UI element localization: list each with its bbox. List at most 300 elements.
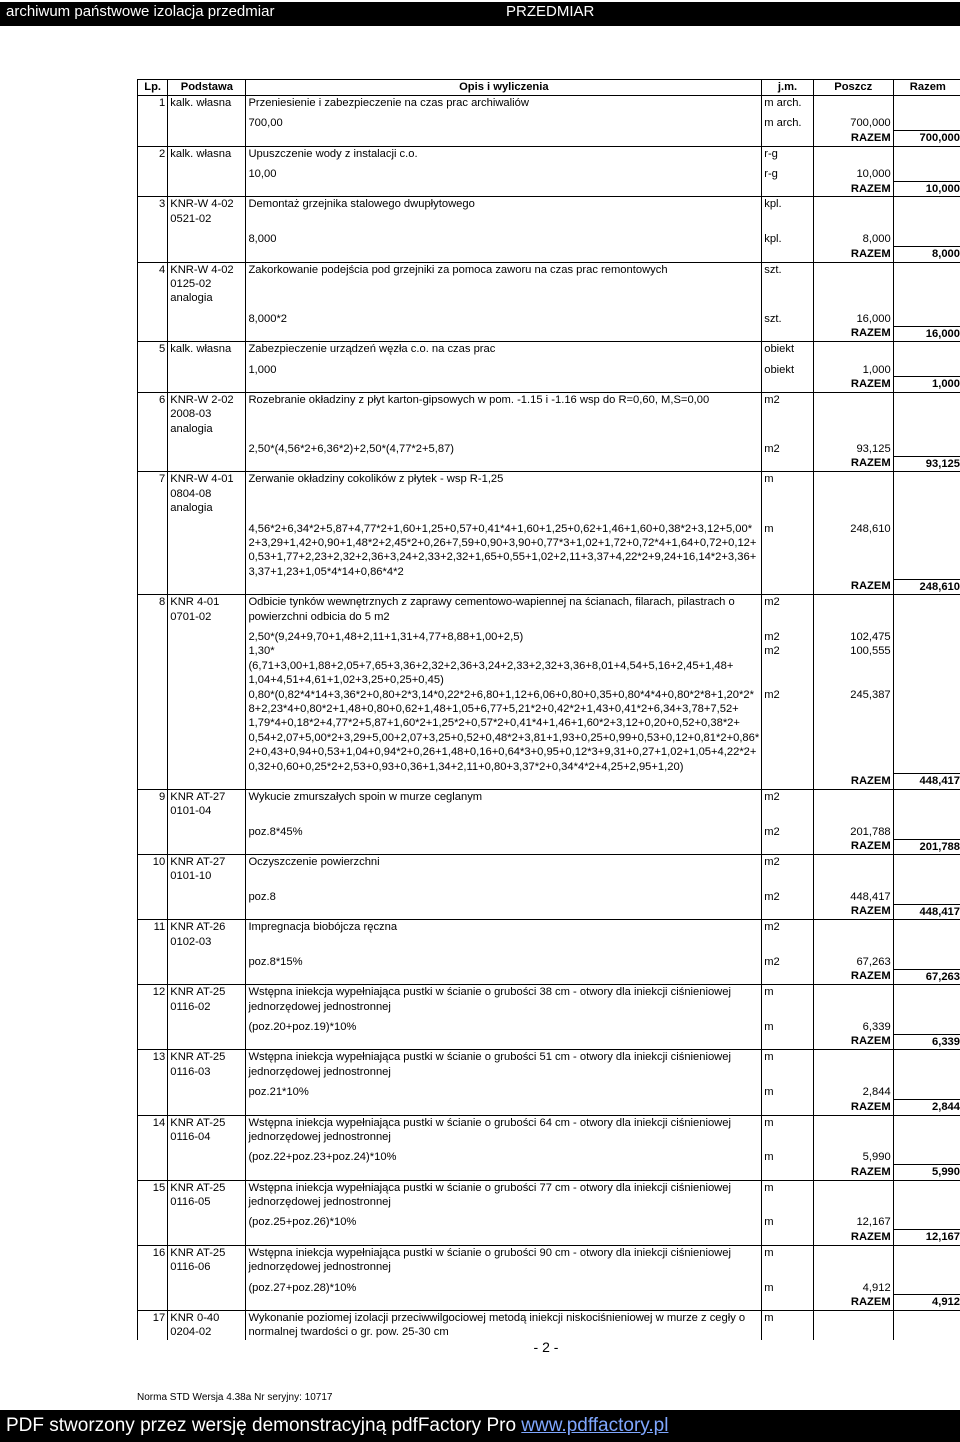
calc-row [138,436,960,456]
calc-value: 100,555 [813,644,893,687]
item-row [138,595,960,624]
item-row [138,1310,960,1339]
calc-razem-empty [893,819,960,839]
item-jm: kpl. [762,197,814,226]
razem-lp-empty [138,839,168,854]
item-podstawa: KNR AT-25 0116-06 [168,1245,246,1274]
razem-po-empty [168,839,246,854]
item-opis: Wykucie zmurszałych spoin w murze ceglanym [246,789,762,818]
razem-value: 93,125 [893,456,960,471]
calc-razem-empty [893,1014,960,1034]
razem-label: RAZEM [813,774,893,789]
item-poszcz-empty [813,1115,893,1144]
razem-value: 248,610 [893,579,960,594]
razem-jm-empty [762,1034,814,1049]
razem-jm-empty [762,904,814,919]
calc-row [138,644,960,687]
item-row [138,1245,960,1274]
item-poszcz-empty [813,96,893,111]
calc-jm: m [762,1144,814,1164]
razem-row [138,1034,960,1049]
calc-po-empty [168,516,246,580]
razem-op-empty [246,247,762,262]
calc-jm: m arch. [762,110,814,130]
razem-value: 67,263 [893,969,960,984]
calc-razem-empty [893,110,960,130]
razem-lp-empty [138,182,168,197]
razem-lp-empty [138,1165,168,1180]
col-razem: Razem [893,80,960,96]
razem-po-empty [168,774,246,789]
item-row [138,472,960,516]
razem-label: RAZEM [813,326,893,341]
calc-lp-empty [138,436,168,456]
calc-po-empty [168,1209,246,1229]
item-podstawa: KNR 4-01 0701-02 [168,595,246,624]
calc-formula: 2,50*(9,24+9,70+1,48+2,11+1,31+4,77+8,88+1,00+2,5) [246,624,762,644]
calc-row [138,819,960,839]
item-row [138,1115,960,1144]
calc-value: 6,339 [813,1014,893,1034]
item-lp: 16 [138,1245,168,1274]
calc-value: 102,475 [813,624,893,644]
item-razem-empty [893,342,960,357]
calc-lp-empty [138,624,168,644]
razem-row [138,182,960,197]
razem-op-empty [246,1100,762,1115]
item-jm: m2 [762,392,814,436]
razem-row [138,247,960,262]
razem-value: 448,417 [893,904,960,919]
razem-op-empty [246,1165,762,1180]
item-razem-empty [893,392,960,436]
razem-lp-empty [138,377,168,392]
item-poszcz-empty [813,920,893,949]
calc-formula: 1,30*(6,71+3,00+1,88+2,05+7,65+3,36+2,32+2,36+3,24+2,33+2,32+3,36+8,01+4,54+5,16+2,45+1,48+ 1,04+4,51+4,61+1,02+3,25+0,25+0,45) [246,644,762,687]
item-podstawa: KNR-W 4-02 0125-02 analogia [168,262,246,306]
razem-jm-empty [762,1230,814,1245]
razem-jm-empty [762,579,814,594]
calc-razem-empty [893,949,960,969]
razem-jm-empty [762,774,814,789]
calc-row [138,161,960,181]
calc-row [138,1079,960,1099]
calc-jm: m [762,1014,814,1034]
item-row [138,855,960,884]
calc-razem-empty [893,306,960,326]
razem-row [138,456,960,471]
calc-row [138,1144,960,1164]
item-podstawa: KNR AT-25 0116-03 [168,1050,246,1079]
razem-po-empty [168,1034,246,1049]
razem-lp-empty [138,579,168,594]
razem-row [138,131,960,146]
calc-lp-empty [138,161,168,181]
razem-row [138,1230,960,1245]
item-row [138,789,960,818]
col-opis: Opis i wyliczenia [246,80,762,96]
calc-jm: m2 [762,688,814,774]
item-row [138,1050,960,1079]
razem-value: 1,000 [893,377,960,392]
calc-row [138,1275,960,1295]
razem-po-empty [168,377,246,392]
top-banner [0,2,960,26]
calc-razem-empty [893,1209,960,1229]
item-opis: Zerwanie okładziny cokolików z płytek - wsp R-1,25 [246,472,762,516]
calc-formula: (poz.27+poz.28)*10% [246,1275,762,1295]
razem-po-empty [168,1165,246,1180]
item-podstawa: KNR AT-25 0116-04 [168,1115,246,1144]
document-type: PRZEDMIAR [506,3,595,20]
calc-jm: m [762,1275,814,1295]
item-row [138,262,960,306]
item-opis: Zakorkowanie podejścia pod grzejniki za pomoca zaworu na czas prac remontowych [246,262,762,306]
document-title: archiwum państwowe izolacja przedmiar [6,3,275,20]
razem-lp-empty [138,131,168,146]
calc-po-empty [168,357,246,377]
razem-row [138,904,960,919]
razem-value: 2,844 [893,1100,960,1115]
calc-lp-empty [138,644,168,687]
item-razem-empty [893,855,960,884]
calc-formula: 700,00 [246,110,762,130]
razem-jm-empty [762,456,814,471]
calc-razem-empty [893,516,960,580]
calc-formula: 0,80*(0,82*4*14+3,36*2+0,80+2*3,14*0,22*2+6,80+1,12+6,06+0,80+0,35+0,80*4*4+0,80*2*8+1,20*2* 8+2,23*4+0,80*2+1,48+0,80+0,62+1,48+1,05+6,77+5,21*2+0,42*2+1,43+0,41*2+6,34+3,78+7,52+ 1,79*4+0,18*2+4,77*2+5,87+1,60*2+1,25*2+0,57*2+0,41*4+1,46+1,60*2+3,12+0,20+0,52+0,38*2+ 0,54+2,07+5,00*2+3,29+5,00+2,07+3,25+0,52+0,48*2+3,81+1,93+0,25+0,99+0,53+0,12+0,81*2+0,86* 2+0,43+0,94+0,53+1,04+0,94*2+0,26+1,48+0,16+0,64*3+0,95+0,12*3+9,31+0,27+1,02+1,05+4,22*2+ 0,32+0,60+0,25*2+2,53+0,93+0,36+1,34+2,11+0,80+3,37*2+0,34*4*2+4,25+2,95+1,20) [246,688,762,774]
item-lp: 8 [138,595,168,624]
calc-po-empty [168,644,246,687]
razem-jm-empty [762,182,814,197]
item-poszcz-empty [813,1180,893,1209]
calc-value: 245,387 [813,688,893,774]
razem-row [138,377,960,392]
calc-lp-empty [138,1275,168,1295]
razem-label: RAZEM [813,131,893,146]
calc-row [138,516,960,580]
item-lp: 10 [138,855,168,884]
item-jm: m2 [762,789,814,818]
razem-op-empty [246,774,762,789]
item-opis: Wstępna iniekcja wypełniająca pustki w ścianie o grubości 51 cm - otwory dla iniekcji ciśnieniowej jednorzędowej jednostronnej [246,1050,762,1079]
item-lp: 5 [138,342,168,357]
calc-row [138,357,960,377]
calc-po-empty [168,949,246,969]
item-razem-empty [893,1310,960,1339]
razem-po-empty [168,326,246,341]
item-poszcz-empty [813,1245,893,1274]
item-razem-empty [893,920,960,949]
razem-lp-empty [138,247,168,262]
item-lp: 17 [138,1310,168,1339]
calc-razem-empty [893,161,960,181]
calc-jm: m [762,1079,814,1099]
item-razem-empty [893,197,960,226]
razem-value: 16,000 [893,326,960,341]
item-razem-empty [893,985,960,1014]
item-row [138,96,960,111]
calc-formula: 1,000 [246,357,762,377]
calc-formula: (poz.20+poz.19)*10% [246,1014,762,1034]
item-poszcz-empty [813,595,893,624]
pdf-footer-text: PDF stworzony przez wersję demonstracyjną pdfFactory Pro [6,1415,517,1436]
item-podstawa: KNR AT-25 0116-02 [168,985,246,1014]
calc-razem-empty [893,884,960,904]
item-row [138,392,960,436]
razem-lp-empty [138,456,168,471]
calc-formula: (poz.22+poz.23+poz.24)*10% [246,1144,762,1164]
item-podstawa: kalk. własna [168,96,246,111]
item-poszcz-empty [813,472,893,516]
calc-value: 4,912 [813,1275,893,1295]
razem-label: RAZEM [813,247,893,262]
item-lp: 14 [138,1115,168,1144]
item-opis: Przeniesienie i zabezpieczenie na czas prac archiwaliów [246,96,762,111]
razem-value: 12,167 [893,1230,960,1245]
item-podstawa: KNR AT-27 0101-10 [168,855,246,884]
calc-value: 16,000 [813,306,893,326]
calc-value: 700,000 [813,110,893,130]
calc-lp-empty [138,1079,168,1099]
razem-label: RAZEM [813,1034,893,1049]
item-jm: m [762,1310,814,1339]
razem-label: RAZEM [813,969,893,984]
razem-jm-empty [762,839,814,854]
razem-lp-empty [138,774,168,789]
calc-row [138,949,960,969]
calc-po-empty [168,819,246,839]
calc-value: 67,263 [813,949,893,969]
calc-razem-empty [893,644,960,687]
calc-po-empty [168,1079,246,1099]
item-row [138,146,960,161]
calc-value: 201,788 [813,819,893,839]
calc-value: 12,167 [813,1209,893,1229]
item-lp: 11 [138,920,168,949]
item-podstawa: KNR-W 2-02 2008-03 analogia [168,392,246,436]
item-poszcz-empty [813,197,893,226]
item-opis: Wstępna iniekcja wypełniająca pustki w ścianie o grubości 90 cm - otwory dla iniekcji ciśnieniowej jednorzędowej jednostronnej [246,1245,762,1274]
calc-value: 8,000 [813,226,893,246]
item-jm: m [762,1180,814,1209]
calc-value: 2,844 [813,1079,893,1099]
item-jm: m [762,985,814,1014]
item-jm: m [762,472,814,516]
item-razem-empty [893,1245,960,1274]
item-poszcz-empty [813,392,893,436]
razem-row [138,774,960,789]
calc-formula: 2,50*(4,56*2+6,36*2)+2,50*(4,77*2+5,87) [246,436,762,456]
item-poszcz-empty [813,789,893,818]
item-poszcz-empty [813,1050,893,1079]
item-razem-empty [893,789,960,818]
item-opis: Demontaż grzejnika stalowego dwupłytowego [246,197,762,226]
razem-lp-empty [138,1230,168,1245]
razem-op-empty [246,1230,762,1245]
razem-value: 6,339 [893,1034,960,1049]
calc-formula: poz.8 [246,884,762,904]
razem-op-empty [246,377,762,392]
razem-op-empty [246,182,762,197]
razem-label: RAZEM [813,1230,893,1245]
razem-row [138,1100,960,1115]
item-podstawa: KNR 0-40 0204-02 [168,1310,246,1339]
razem-po-empty [168,969,246,984]
calc-po-empty [168,436,246,456]
item-jm: m [762,1050,814,1079]
razem-po-empty [168,1100,246,1115]
item-podstawa: KNR-W 4-02 0521-02 [168,197,246,226]
calc-formula: 8,000*2 [246,306,762,326]
item-razem-empty [893,1115,960,1144]
item-lp: 1 [138,96,168,111]
calc-razem-empty [893,357,960,377]
razem-po-empty [168,904,246,919]
calc-value: 10,000 [813,161,893,181]
item-jm: szt. [762,262,814,306]
calc-po-empty [168,306,246,326]
item-poszcz-empty [813,1310,893,1339]
razem-po-empty [168,131,246,146]
calc-formula: 10,00 [246,161,762,181]
razem-jm-empty [762,326,814,341]
calc-formula: (poz.25+poz.26)*10% [246,1209,762,1229]
item-podstawa: KNR-W 4-01 0804-08 analogia [168,472,246,516]
calc-po-empty [168,688,246,774]
item-lp: 7 [138,472,168,516]
item-podstawa: kalk. własna [168,342,246,357]
razem-row [138,1295,960,1310]
calc-jm: m2 [762,624,814,644]
item-razem-empty [893,96,960,111]
razem-label: RAZEM [813,904,893,919]
pdf-footer-link[interactable]: www.pdffactory.pl [521,1415,669,1436]
razem-label: RAZEM [813,1100,893,1115]
razem-label: RAZEM [813,1165,893,1180]
razem-lp-empty [138,1295,168,1310]
calc-po-empty [168,161,246,181]
item-lp: 3 [138,197,168,226]
item-jm: m arch. [762,96,814,111]
razem-op-empty [246,326,762,341]
razem-po-empty [168,456,246,471]
item-razem-empty [893,1180,960,1209]
item-opis: Odbicie tynków wewnętrznych z zaprawy cementowo-wapiennej na ścianach, filarach, pilastrach o powierzchni odbicia do 5 m2 [246,595,762,624]
razem-op-empty [246,131,762,146]
calc-po-empty [168,884,246,904]
item-jm: m2 [762,595,814,624]
calc-razem-empty [893,1079,960,1099]
item-lp: 9 [138,789,168,818]
calc-po-empty [168,624,246,644]
item-razem-empty [893,146,960,161]
item-lp: 4 [138,262,168,306]
item-razem-empty [893,262,960,306]
calc-lp-empty [138,949,168,969]
calc-razem-empty [893,1144,960,1164]
razem-po-empty [168,247,246,262]
item-podstawa: kalk. własna [168,146,246,161]
przedmiar-table [137,79,960,1340]
razem-po-empty [168,579,246,594]
item-poszcz-empty [813,985,893,1014]
calc-jm: m2 [762,949,814,969]
calc-razem-empty [893,688,960,774]
item-opis: Rozebranie okładziny z płyt karton-gipsowych w pom. -1.15 i -1.16 wsp do R=0,60, M,S=0,00 [246,392,762,436]
razem-value: 4,912 [893,1295,960,1310]
razem-label: RAZEM [813,456,893,471]
item-razem-empty [893,472,960,516]
calc-formula: poz.21*10% [246,1079,762,1099]
calc-jm: kpl. [762,226,814,246]
calc-lp-empty [138,516,168,580]
calc-po-empty [168,226,246,246]
razem-jm-empty [762,131,814,146]
col-podstawa: Podstawa [168,80,246,96]
calc-formula: 8,000 [246,226,762,246]
item-lp: 12 [138,985,168,1014]
calc-formula: poz.8*45% [246,819,762,839]
razem-value: 8,000 [893,247,960,262]
razem-value: 448,417 [893,774,960,789]
razem-op-empty [246,579,762,594]
razem-label: RAZEM [813,182,893,197]
item-row [138,920,960,949]
calc-value: 248,610 [813,516,893,580]
razem-lp-empty [138,904,168,919]
razem-po-empty [168,1230,246,1245]
calc-razem-empty [893,436,960,456]
item-lp: 15 [138,1180,168,1209]
item-razem-empty [893,1050,960,1079]
razem-value: 10,000 [893,182,960,197]
razem-jm-empty [762,1165,814,1180]
calc-po-empty [168,1144,246,1164]
calc-row [138,110,960,130]
razem-row [138,839,960,854]
calc-lp-empty [138,1209,168,1229]
razem-value: 5,990 [893,1165,960,1180]
item-razem-empty [893,595,960,624]
item-opis: Upuszczenie wody z instalacji c.o. [246,146,762,161]
calc-value: 93,125 [813,436,893,456]
table-body [138,96,960,1340]
item-row [138,197,960,226]
razem-jm-empty [762,969,814,984]
item-lp: 13 [138,1050,168,1079]
razem-op-empty [246,904,762,919]
razem-label: RAZEM [813,839,893,854]
razem-po-empty [168,1295,246,1310]
calc-value: 448,417 [813,884,893,904]
razem-value: 700,000 [893,131,960,146]
item-podstawa: KNR AT-27 0101-04 [168,789,246,818]
item-jm: m [762,1245,814,1274]
razem-lp-empty [138,326,168,341]
item-jm: m2 [762,920,814,949]
calc-po-empty [168,1275,246,1295]
razem-row [138,326,960,341]
razem-op-empty [246,969,762,984]
calc-jm: m2 [762,644,814,687]
calc-lp-empty [138,357,168,377]
item-row [138,342,960,357]
item-poszcz-empty [813,342,893,357]
item-opis: Wykonanie poziomej izolacji przeciwwilgociowej metodą iniekcji niskociśnieniowej w murze z cegły o normalnej twardości o gr. pow. 25-30 cm [246,1310,762,1339]
calc-jm: m [762,516,814,580]
calc-lp-empty [138,819,168,839]
razem-label: RAZEM [813,377,893,392]
